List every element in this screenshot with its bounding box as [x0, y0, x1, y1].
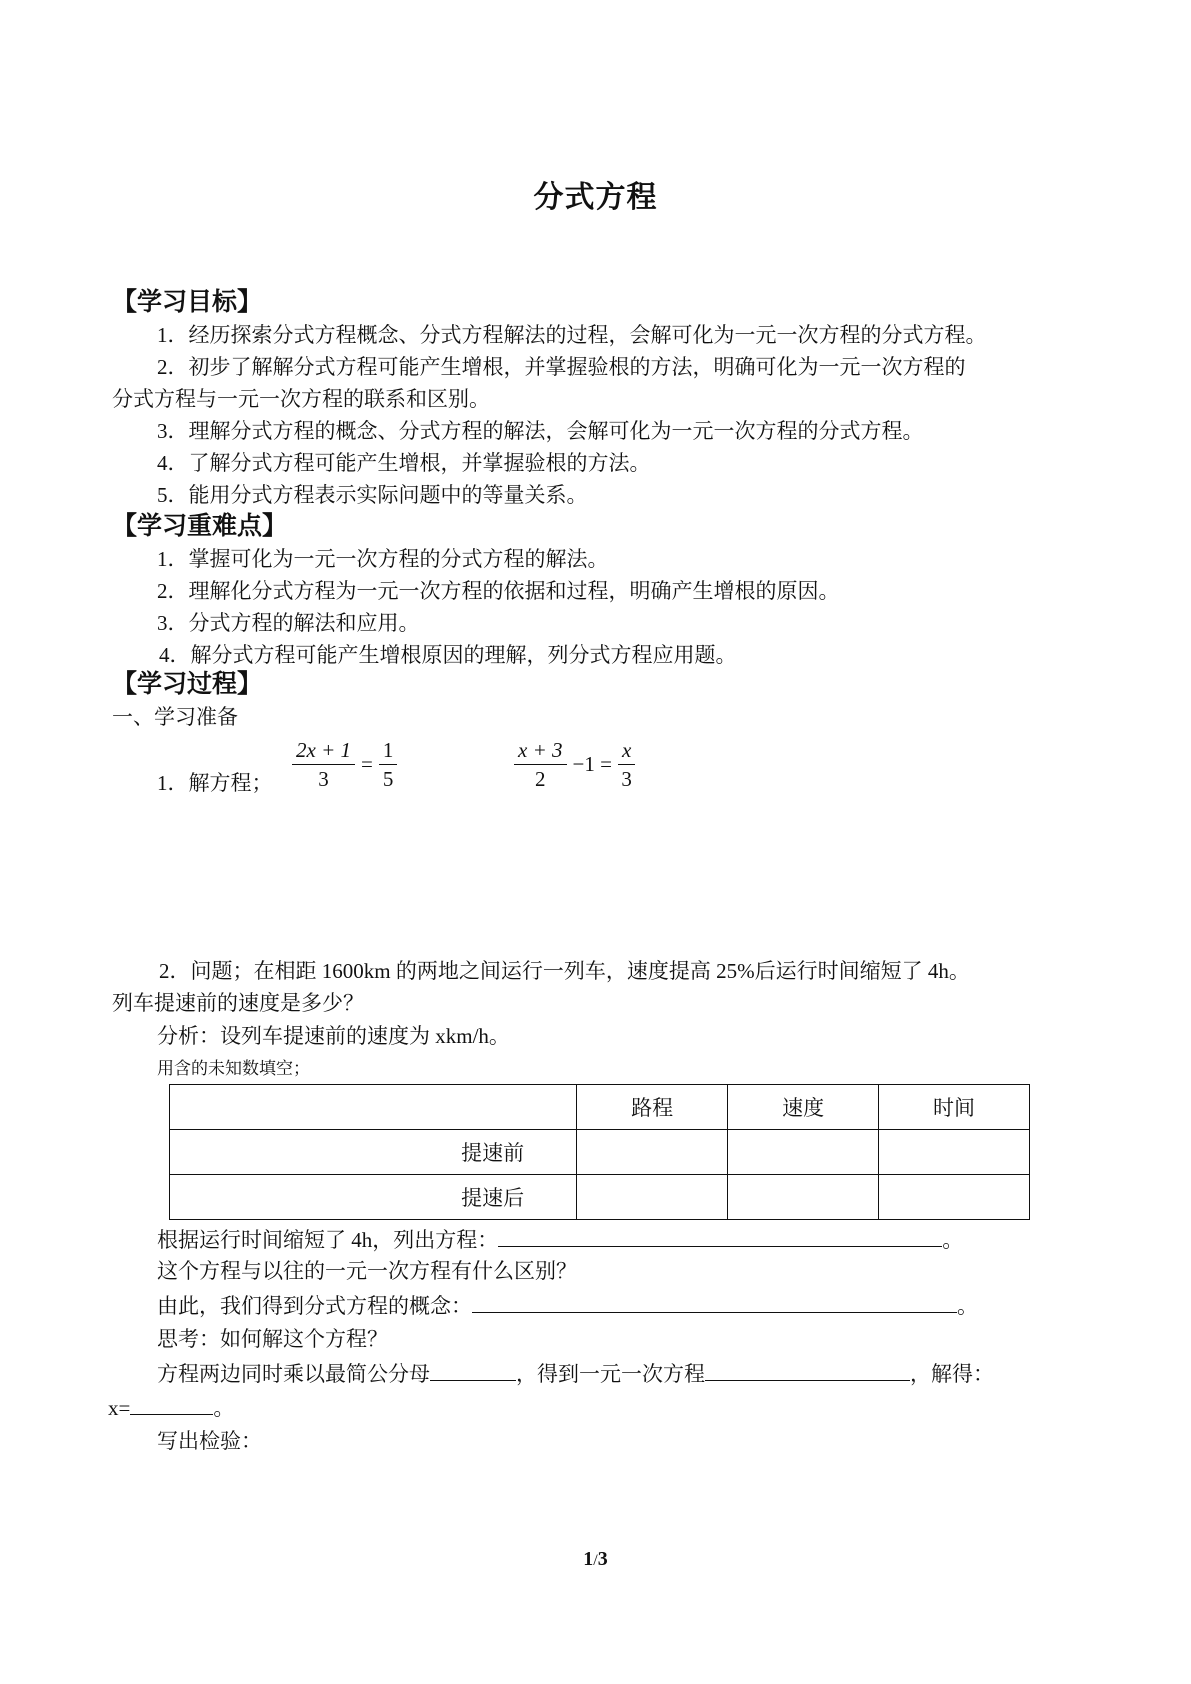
- table-header-row: [170, 1085, 1030, 1130]
- section-heading-process: 【学习过程】: [112, 671, 263, 698]
- answer-blank[interactable]: [498, 1226, 942, 1247]
- solution-line: x= 。: [108, 1396, 235, 1420]
- table-header-cell: 时间: [879, 1085, 1030, 1130]
- key-point-4: 4．解分式方程可能产生增根原因的理解，列分式方程应用题。: [159, 643, 737, 667]
- section-heading-key-points: 【学习重难点】: [112, 513, 288, 540]
- fraction: $\frac{2x + 1}{3}$: [292, 736, 355, 793]
- objective-2-cont: 分式方程与一元一次方程的联系和区别。: [112, 387, 490, 411]
- table-row: [170, 1175, 1030, 1220]
- fill-in-table: [169, 1084, 1030, 1220]
- question-2-line-2: 列车提速前的速度是多少？: [112, 991, 364, 1015]
- equation-2: $\frac{x + 3}{2}$ −1 = $\frac{x}{3}$: [512, 736, 637, 793]
- concept-prompt-line: 由此，我们得到分式方程的概念： 。: [157, 1294, 978, 1318]
- answer-blank[interactable]: [430, 1360, 516, 1381]
- difference-question: 这个方程与以往的一元一次方程有什么区别？: [157, 1259, 577, 1283]
- table-cell-blank[interactable]: [879, 1175, 1030, 1220]
- objective-4: 4．了解分式方程可能产生增根，并掌握验根的方法。: [157, 451, 651, 475]
- prep-heading: 一、学习准备: [112, 705, 238, 729]
- solve-steps-line: 方程两边同时乘以最简公分母 ，得到一元一次方程 ，解得：: [157, 1362, 994, 1386]
- equation-1: $\frac{2x + 1}{3}$ = $\frac{1}{5}$: [290, 736, 399, 793]
- objective-1: 1．经历探索分式方程概念、分式方程解法的过程，会解可化为一元一次方程的分式方程。: [157, 323, 987, 347]
- fraction: $\frac{x + 3}{2}$: [514, 736, 567, 793]
- analysis-line: 分析：设列车提速前的速度为 xkm/h。: [157, 1024, 510, 1048]
- table-header-cell: [170, 1085, 577, 1130]
- table-cell-blank[interactable]: [728, 1130, 879, 1175]
- section-heading-objectives: 【学习目标】: [112, 289, 263, 316]
- answer-blank[interactable]: [705, 1360, 910, 1381]
- fraction: $\frac{x}{3}$: [618, 736, 635, 793]
- check-prompt: 写出检验：: [157, 1429, 262, 1453]
- table-cell-blank[interactable]: [577, 1175, 728, 1220]
- row-label: 提速后: [170, 1175, 577, 1220]
- table-cell-blank[interactable]: [728, 1175, 879, 1220]
- key-point-2: 2．理解化分式方程为一元一次方程的依据和过程，明确产生增根的原因。: [157, 579, 840, 603]
- table-cell-blank[interactable]: [879, 1130, 1030, 1175]
- row-label: 提速前: [170, 1130, 577, 1175]
- question-2-line-1: 2．问题；在相距 1600km 的两地之间运行一列车，速度提高 25%后运行时间缩短了 4h。: [159, 959, 970, 983]
- page-number: 1/3: [583, 1548, 608, 1570]
- fill-hint: 用含的未知数填空；: [157, 1059, 310, 1078]
- objective-5: 5．能用分式方程表示实际问题中的等量关系。: [157, 483, 588, 507]
- key-point-3: 3．分式方程的解法和应用。: [157, 611, 420, 635]
- page-title: 分式方程: [533, 181, 658, 214]
- table-cell-blank[interactable]: [577, 1130, 728, 1175]
- fraction: $\frac{1}{5}$: [379, 736, 398, 793]
- objective-2: 2．初步了解解分式方程可能产生增根，并掌握验根的方法，明确可化为一元一次方程的: [157, 355, 966, 379]
- equation-prompt-line: 根据运行时间缩短了 4h，列出方程： 。: [157, 1228, 964, 1252]
- objective-3: 3．理解分式方程的概念、分式方程的解法，会解可化为一元一次方程的分式方程。: [157, 419, 924, 443]
- table-row: [170, 1130, 1030, 1175]
- table-header-cell: 路程: [577, 1085, 728, 1130]
- question-1-label: 1．解方程；: [157, 771, 273, 795]
- think-question: 思考：如何解这个方程？: [157, 1327, 388, 1351]
- table-header-cell: 速度: [728, 1085, 879, 1130]
- key-point-1: 1．掌握可化为一元一次方程的分式方程的解法。: [157, 547, 609, 571]
- answer-blank[interactable]: [130, 1394, 213, 1415]
- answer-blank[interactable]: [472, 1292, 957, 1313]
